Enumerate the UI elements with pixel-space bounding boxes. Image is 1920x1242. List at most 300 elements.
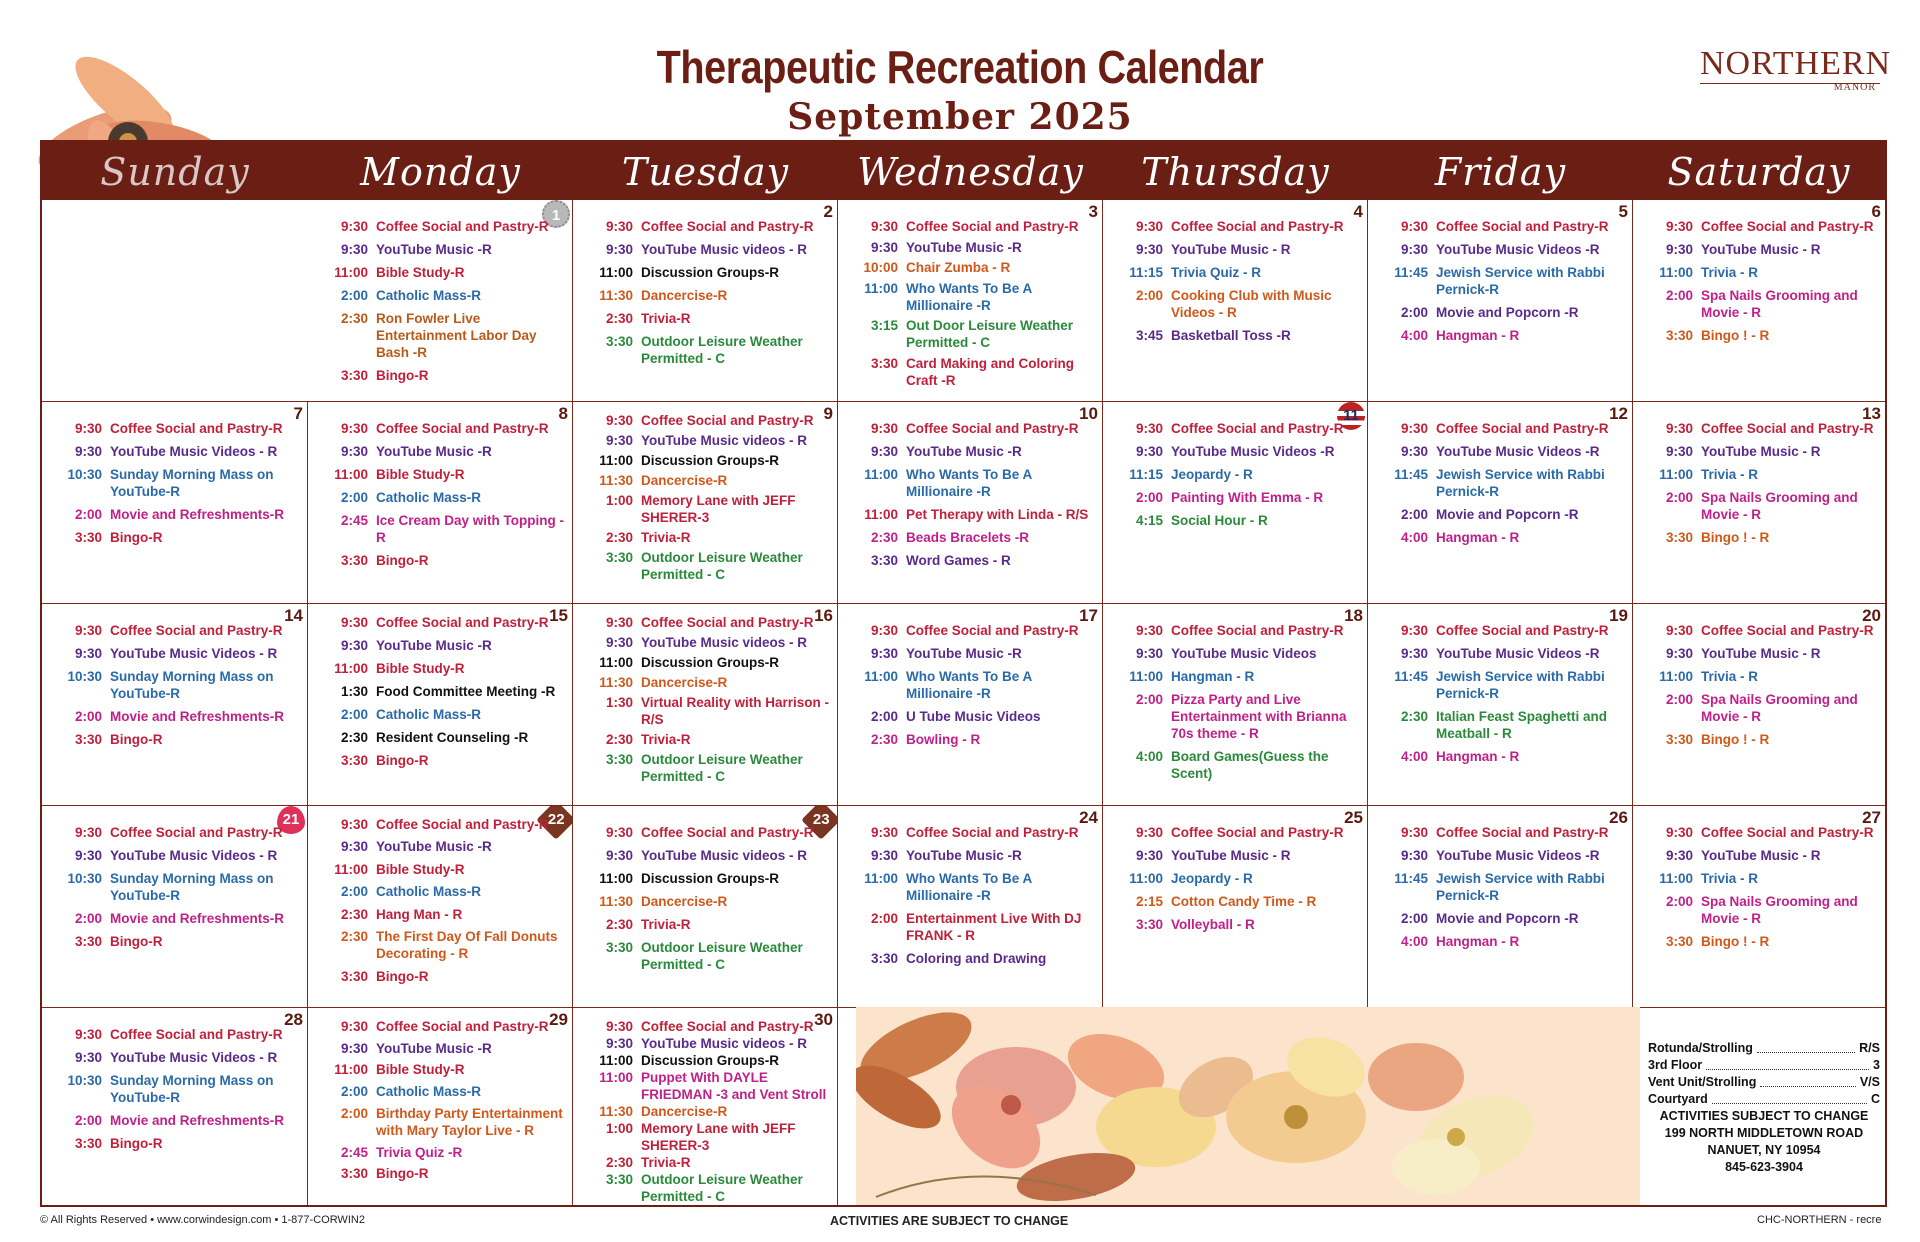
activity-time: 9:30: [605, 615, 633, 630]
activity-item: [1382, 264, 1626, 298]
activity-name: Cotton Candy Time - R: [1171, 894, 1317, 909]
activity-item: [322, 1144, 566, 1161]
legend-label: Courtyard: [1648, 1092, 1708, 1106]
activity-item: [587, 1171, 831, 1205]
legend-row: [1648, 1040, 1880, 1057]
activity-item: [56, 443, 301, 460]
activity-item: [1647, 933, 1879, 950]
activity-time: 2:30: [605, 917, 633, 932]
activity-time: 2:00: [1135, 288, 1163, 303]
activity-item: [1647, 645, 1879, 662]
day-cell-12: [1368, 402, 1633, 604]
activity-time: 11:30: [599, 1104, 633, 1119]
activity-item: [1647, 529, 1879, 546]
activity-time: 11:00: [334, 861, 368, 877]
activity-time: 11:00: [599, 1070, 633, 1085]
activity-item: [587, 751, 831, 785]
activity-time: 9:30: [1400, 825, 1428, 840]
date-number: 26: [1609, 808, 1628, 827]
activity-time: 2:00: [340, 884, 368, 900]
activity-item: [852, 317, 1096, 351]
day-cell-15: [308, 604, 573, 806]
activity-item: [1382, 443, 1626, 460]
activity-list: [56, 824, 301, 956]
activity-item: [1117, 691, 1361, 742]
activity-time: 9:30: [340, 817, 368, 832]
activity-name: Coffee Social and Pastry-R: [376, 219, 549, 234]
activity-time: 11:45: [1394, 669, 1428, 684]
activity-item: [587, 731, 831, 748]
activity-list: [56, 1026, 301, 1158]
activity-time: 11:45: [1394, 467, 1428, 482]
activity-name: Spa Nails Grooming and Movie - R: [1701, 894, 1858, 926]
day-cell-19: [1368, 604, 1633, 806]
activity-item: [1382, 420, 1626, 437]
activity-time: 11:00: [599, 1053, 633, 1068]
day-cell-13: [1633, 402, 1885, 604]
activity-name: Who Wants To Be A Millionaire -R: [906, 669, 1032, 701]
activity-name: YouTube Music - R: [1171, 848, 1291, 863]
activity-item: [56, 824, 301, 841]
activity-item: [1647, 420, 1879, 437]
activity-time: 9:30: [870, 444, 898, 459]
date-number: 13: [1862, 404, 1881, 423]
activity-name: YouTube Music -R: [376, 638, 492, 653]
date-number: 8: [558, 404, 568, 423]
activity-time: 2:30: [605, 732, 633, 747]
activity-time: 3:30: [1135, 917, 1163, 932]
activity-name: Discussion Groups-R: [641, 453, 780, 468]
activity-item: [56, 645, 301, 662]
date-number: 5: [1618, 202, 1628, 221]
activity-item: [852, 910, 1096, 944]
weekday-thursday: Thursday: [1141, 150, 1330, 194]
activity-item: [1117, 870, 1361, 887]
activity-name: Birthday Party Entertainment with Mary Taylor Live - R: [376, 1105, 563, 1138]
activity-time: 2:30: [605, 530, 633, 545]
activity-name: Bingo-R: [110, 530, 163, 545]
activity-item: [1117, 420, 1361, 437]
activity-time: 11:00: [334, 467, 368, 482]
activity-time: 9:30: [1135, 219, 1163, 234]
day-cell-21: [42, 806, 308, 1008]
activity-item: [587, 333, 831, 367]
date-number: 24: [1079, 808, 1098, 827]
activity-list: [587, 412, 831, 586]
weekday-monday: Monday: [360, 150, 521, 194]
logo-wordmark: NORTHERN: [1700, 45, 1892, 82]
activity-name: Trivia - R: [1701, 871, 1759, 886]
activity-item: [322, 420, 566, 437]
day-cell-16: [573, 604, 838, 806]
activity-name: Ron Fowler Live Entertainment Labor Day Bash -R: [376, 311, 537, 360]
date-number: 15: [549, 606, 568, 625]
activity-name: YouTube Music videos - R: [641, 242, 808, 257]
activity-time: 11:00: [1659, 871, 1693, 886]
activity-item: [587, 1120, 831, 1154]
activity-time: 9:30: [340, 1040, 368, 1056]
activity-list: [587, 218, 831, 373]
activity-name: Entertainment Live With DJ FRANK - R: [906, 911, 1082, 943]
activity-item: [852, 280, 1096, 314]
activity-time: 11:00: [599, 453, 633, 468]
activity-name: Bingo ! - R: [1701, 530, 1770, 545]
activity-list: [587, 614, 831, 788]
activity-item: [322, 552, 566, 569]
activity-time: 9:30: [340, 219, 368, 234]
activity-item: [56, 1112, 301, 1129]
activity-name: Coffee Social and Pastry-R: [906, 825, 1079, 840]
activity-time: 11:00: [1129, 871, 1163, 886]
activity-item: [1647, 241, 1879, 258]
activity-name: YouTube Music Videos -R: [1436, 848, 1600, 863]
activity-name: Volleyball - R: [1171, 917, 1255, 932]
activity-name: Outdoor Leisure Weather Permitted - C: [641, 940, 803, 972]
activity-name: Ice Cream Day with Topping -R: [376, 513, 565, 545]
activity-name: Jeopardy - R: [1171, 871, 1253, 886]
weekday-wednesday: Wednesday: [857, 150, 1084, 194]
activity-time: 9:30: [74, 646, 102, 661]
activity-time: 9:30: [605, 825, 633, 840]
activity-name: Coffee Social and Pastry-R: [110, 421, 283, 436]
day-cell-18: [1103, 604, 1368, 806]
activity-list: [1117, 622, 1361, 788]
activity-name: Painting With Emma - R: [1171, 490, 1324, 505]
activity-name: Who Wants To Be A Millionaire -R: [906, 467, 1032, 499]
activity-name: Bowling - R: [906, 732, 981, 747]
activity-item: [322, 1018, 566, 1035]
activity-time: 9:30: [1135, 848, 1163, 863]
activity-name: Social Hour - R: [1171, 513, 1268, 528]
activity-item: [852, 529, 1096, 546]
date-number: 2: [823, 202, 833, 221]
activity-name: Italian Feast Spaghetti and Meatball - R: [1436, 709, 1608, 741]
date-number: 9: [823, 404, 833, 423]
activity-name: The First Day Of Fall Donuts Decorating - R: [376, 929, 558, 962]
activity-time: 2:00: [1665, 288, 1693, 303]
activity-item: [56, 1026, 301, 1043]
activity-name: Coffee Social and Pastry-R: [906, 219, 1079, 234]
activity-list: [1117, 420, 1361, 535]
activity-time: 9:30: [340, 839, 368, 855]
activity-list: [56, 420, 301, 552]
activity-name: Movie and Popcorn -R: [1436, 911, 1579, 926]
weekday-sunday: Sunday: [100, 150, 250, 194]
activity-name: Movie and Refreshments-R: [110, 1113, 285, 1128]
activity-item: [322, 906, 566, 923]
activity-list: [1117, 824, 1361, 939]
activity-item: [1382, 933, 1626, 950]
activity-list: [852, 218, 1096, 392]
activity-item: [1382, 506, 1626, 523]
activity-time: 3:30: [605, 550, 633, 565]
activity-item: [1647, 870, 1879, 887]
activity-name: Dancercise-R: [641, 473, 728, 488]
activity-item: [852, 552, 1096, 569]
activity-item: [852, 668, 1096, 702]
date-number: 27: [1862, 808, 1881, 827]
activity-item: [1382, 304, 1626, 321]
activity-name: Coffee Social and Pastry-R: [376, 1019, 549, 1034]
activity-name: Coffee Social and Pastry-R: [1701, 825, 1874, 840]
activity-name: Trivia-R: [641, 311, 691, 326]
activity-item: [587, 634, 831, 651]
activity-name: Trivia-R: [641, 530, 691, 545]
day-cell-3: [838, 200, 1103, 402]
activity-item: [587, 218, 831, 235]
activity-item: [1117, 489, 1361, 506]
day-cell-28: [42, 1008, 308, 1205]
activity-item: [852, 950, 1096, 967]
activity-item: [587, 893, 831, 910]
day-cell-24: [838, 806, 1103, 1008]
activity-time: 3:30: [1665, 732, 1693, 747]
activity-time: 9:30: [1400, 646, 1428, 661]
activity-item: [56, 506, 301, 523]
activity-name: YouTube Music Videos -R: [1436, 646, 1600, 661]
activity-name: Catholic Mass-R: [376, 490, 482, 505]
legend-row: [1648, 1057, 1880, 1074]
activity-time: 9:30: [605, 848, 633, 863]
footer-code: CHC-NORTHERN - recre: [1757, 1214, 1882, 1226]
activity-time: 9:30: [1665, 242, 1693, 257]
activity-time: 2:30: [870, 530, 898, 545]
activity-name: Coffee Social and Pastry-R: [641, 1019, 814, 1034]
activity-name: Movie and Refreshments-R: [110, 507, 285, 522]
activity-time: 2:00: [340, 490, 368, 505]
activity-time: 9:30: [605, 242, 633, 257]
calendar-month: September 2025: [787, 96, 1133, 138]
activity-time: 3:30: [605, 752, 633, 767]
activity-item: [1382, 529, 1626, 546]
activity-item: [322, 1083, 566, 1100]
activity-item: [852, 506, 1096, 523]
activity-time: 10:30: [67, 669, 102, 684]
activity-name: Catholic Mass-R: [376, 1084, 482, 1100]
legend-row: [1648, 1091, 1880, 1108]
activity-name: YouTube Music - R: [1171, 242, 1291, 257]
activity-name: YouTube Music -R: [906, 444, 1022, 459]
activity-name: Spa Nails Grooming and Movie - R: [1701, 490, 1858, 522]
empty-day-cell: [42, 200, 308, 402]
activity-time: 2:00: [1400, 305, 1428, 320]
activity-time: 11:15: [1129, 265, 1163, 280]
activity-item: [852, 259, 1096, 276]
activity-time: 2:00: [340, 1105, 368, 1121]
activity-time: 3:30: [340, 968, 368, 984]
date-number: 29: [549, 1010, 568, 1029]
activity-item: [322, 264, 566, 281]
activity-name: Trivia-R: [641, 732, 691, 747]
activity-time: 2:15: [1135, 894, 1163, 909]
day-cell-29: [308, 1008, 573, 1205]
activity-time: 9:30: [1400, 421, 1428, 436]
activity-item: [587, 694, 831, 728]
date-number: 11: [1337, 402, 1365, 430]
activity-time: 2:00: [340, 707, 368, 722]
activity-time: 3:30: [74, 934, 102, 949]
activity-item: [322, 489, 566, 506]
activity-item: [56, 1072, 301, 1106]
activity-time: 9:30: [605, 413, 633, 428]
activity-item: [587, 452, 831, 469]
activity-name: Food Committee Meeting -R: [376, 684, 556, 699]
activity-name: Board Games(Guess the Scent): [1171, 749, 1329, 781]
date-number: 19: [1609, 606, 1628, 625]
activity-name: Bingo-R: [376, 753, 429, 768]
activity-name: Coffee Social and Pastry-R: [376, 615, 549, 630]
activity-item: [322, 816, 566, 833]
activity-name: Coffee Social and Pastry-R: [1436, 825, 1609, 840]
activity-item: [1647, 443, 1879, 460]
activity-time: 2:00: [1665, 692, 1693, 707]
activity-item: [1117, 287, 1361, 321]
activity-time: 10:30: [67, 1073, 102, 1088]
activity-item: [1647, 489, 1879, 523]
activity-item: [56, 1049, 301, 1066]
activity-item: [852, 824, 1096, 841]
activity-item: [1382, 748, 1626, 765]
activity-name: Hangman - R: [1436, 934, 1520, 949]
activity-item: [1117, 847, 1361, 864]
activity-name: Dancercise-R: [641, 1104, 728, 1119]
activity-item: [852, 218, 1096, 235]
activity-list: [587, 1018, 831, 1205]
activity-name: YouTube Music Videos - R: [110, 646, 278, 661]
activity-name: Resident Counseling -R: [376, 730, 529, 745]
activity-time: 9:30: [74, 1050, 102, 1065]
activity-time: 9:30: [605, 1036, 633, 1051]
activity-name: YouTube Music -R: [376, 242, 492, 257]
activity-time: 9:30: [1400, 444, 1428, 459]
activity-time: 9:30: [1400, 242, 1428, 257]
activity-name: Bingo ! - R: [1701, 934, 1770, 949]
activity-time: 11:00: [864, 871, 898, 886]
activity-time: 9:30: [340, 444, 368, 459]
day-cell-20: [1633, 604, 1885, 806]
activity-item: [1382, 241, 1626, 258]
activity-item: [322, 443, 566, 460]
activity-item: [322, 1165, 566, 1182]
activity-time: 9:30: [1665, 825, 1693, 840]
activity-name: Coffee Social and Pastry-R: [376, 817, 549, 832]
legend-notice: ACTIVITIES SUBJECT TO CHANGE: [1659, 1109, 1869, 1123]
activity-name: Bingo-R: [110, 934, 163, 949]
activity-name: Jewish Service with Rabbi Pernick-R: [1436, 669, 1605, 701]
activity-name: Discussion Groups-R: [641, 655, 780, 670]
activity-item: [1117, 622, 1361, 639]
activity-time: 11:00: [599, 655, 633, 670]
activity-time: 2:00: [340, 288, 368, 303]
activity-name: Dancercise-R: [641, 894, 728, 909]
activity-time: 2:45: [340, 513, 368, 528]
activity-time: 9:30: [340, 242, 368, 257]
activity-name: Trivia Quiz -R: [376, 1144, 463, 1160]
activity-name: Coffee Social and Pastry-R: [1436, 219, 1609, 234]
activity-time: 1:30: [605, 695, 633, 710]
activity-name: Sunday Morning Mass on YouTube-R: [110, 467, 274, 499]
activity-time: 9:30: [1400, 848, 1428, 863]
day-cell-27: [1633, 806, 1885, 1008]
activity-name: Coffee Social and Pastry-R: [1171, 219, 1344, 234]
legend-label: Vent Unit/Strolling: [1648, 1075, 1757, 1089]
date-number: 30: [814, 1010, 833, 1029]
legend-label: 3rd Floor: [1648, 1058, 1703, 1072]
activity-name: Hangman - R: [1171, 669, 1255, 684]
activity-item: [587, 674, 831, 691]
activity-time: 9:30: [1135, 421, 1163, 436]
activity-list: [1382, 420, 1626, 552]
logo-subtitle: MANOR: [1833, 82, 1876, 93]
day-cell-6: [1633, 200, 1885, 402]
activity-time: 10:30: [67, 467, 102, 482]
activity-name: Hangman - R: [1436, 328, 1520, 343]
date-number: 20: [1862, 606, 1881, 625]
activity-time: 2:30: [1400, 709, 1428, 724]
activity-time: 9:30: [1665, 848, 1693, 863]
activity-name: YouTube Music -R: [376, 1040, 492, 1056]
activity-item: [1117, 218, 1361, 235]
activity-item: [322, 883, 566, 900]
activity-item: [322, 367, 566, 384]
day-cell-23: [573, 806, 838, 1008]
activity-time: 9:30: [1400, 219, 1428, 234]
activity-name: YouTube Music videos - R: [641, 635, 808, 650]
activity-item: [587, 847, 831, 864]
activity-name: Catholic Mass-R: [376, 707, 482, 722]
weekday-saturday: Saturday: [1667, 150, 1851, 194]
calendar-title: Therapeutic Recreation Calendar: [656, 41, 1264, 93]
activity-name: Outdoor Leisure Weather Permitted - C: [641, 1172, 803, 1204]
activity-name: Jewish Service with Rabbi Pernick-R: [1436, 467, 1605, 499]
activity-name: Trivia Quiz - R: [1171, 265, 1262, 280]
activity-time: 9:30: [870, 646, 898, 661]
activity-item: [587, 241, 831, 258]
activity-item: [587, 1154, 831, 1171]
address-line-2: NANUET, NY 10954: [1707, 1143, 1821, 1157]
activity-item: [322, 218, 566, 235]
activity-name: Memory Lane with JEFF SHERER-3: [641, 1121, 796, 1153]
activity-name: Coffee Social and Pastry-R: [1701, 623, 1874, 638]
activity-name: Trivia - R: [1701, 265, 1759, 280]
date-number-text: 22: [547, 811, 565, 828]
phone-number: 845-623-3904: [1725, 1160, 1803, 1174]
activity-time: 2:45: [340, 1144, 368, 1160]
activity-time: 2:00: [870, 911, 898, 926]
date-number: 18: [1344, 606, 1363, 625]
activity-time: 9:30: [74, 623, 102, 638]
date-number: 12: [1609, 404, 1628, 423]
activity-list: [1647, 622, 1879, 754]
activity-item: [587, 870, 831, 887]
day-cell-26: [1368, 806, 1633, 1008]
activity-name: Basketball Toss -R: [1171, 328, 1291, 343]
day-cell-17: [838, 604, 1103, 806]
activity-item: [322, 660, 566, 677]
activity-list: [1382, 218, 1626, 350]
activity-time: 11:00: [599, 265, 633, 280]
activity-item: [1647, 466, 1879, 483]
day-cell-9: [573, 402, 838, 604]
activity-item: [322, 838, 566, 855]
activity-time: 2:30: [605, 311, 633, 326]
activity-name: Sunday Morning Mass on YouTube-R: [110, 669, 274, 701]
activity-item: [322, 928, 566, 962]
activity-time: 9:30: [605, 219, 633, 234]
activity-item: [852, 645, 1096, 662]
activity-name: Movie and Popcorn -R: [1436, 507, 1579, 522]
activity-time: 3:30: [340, 553, 368, 568]
